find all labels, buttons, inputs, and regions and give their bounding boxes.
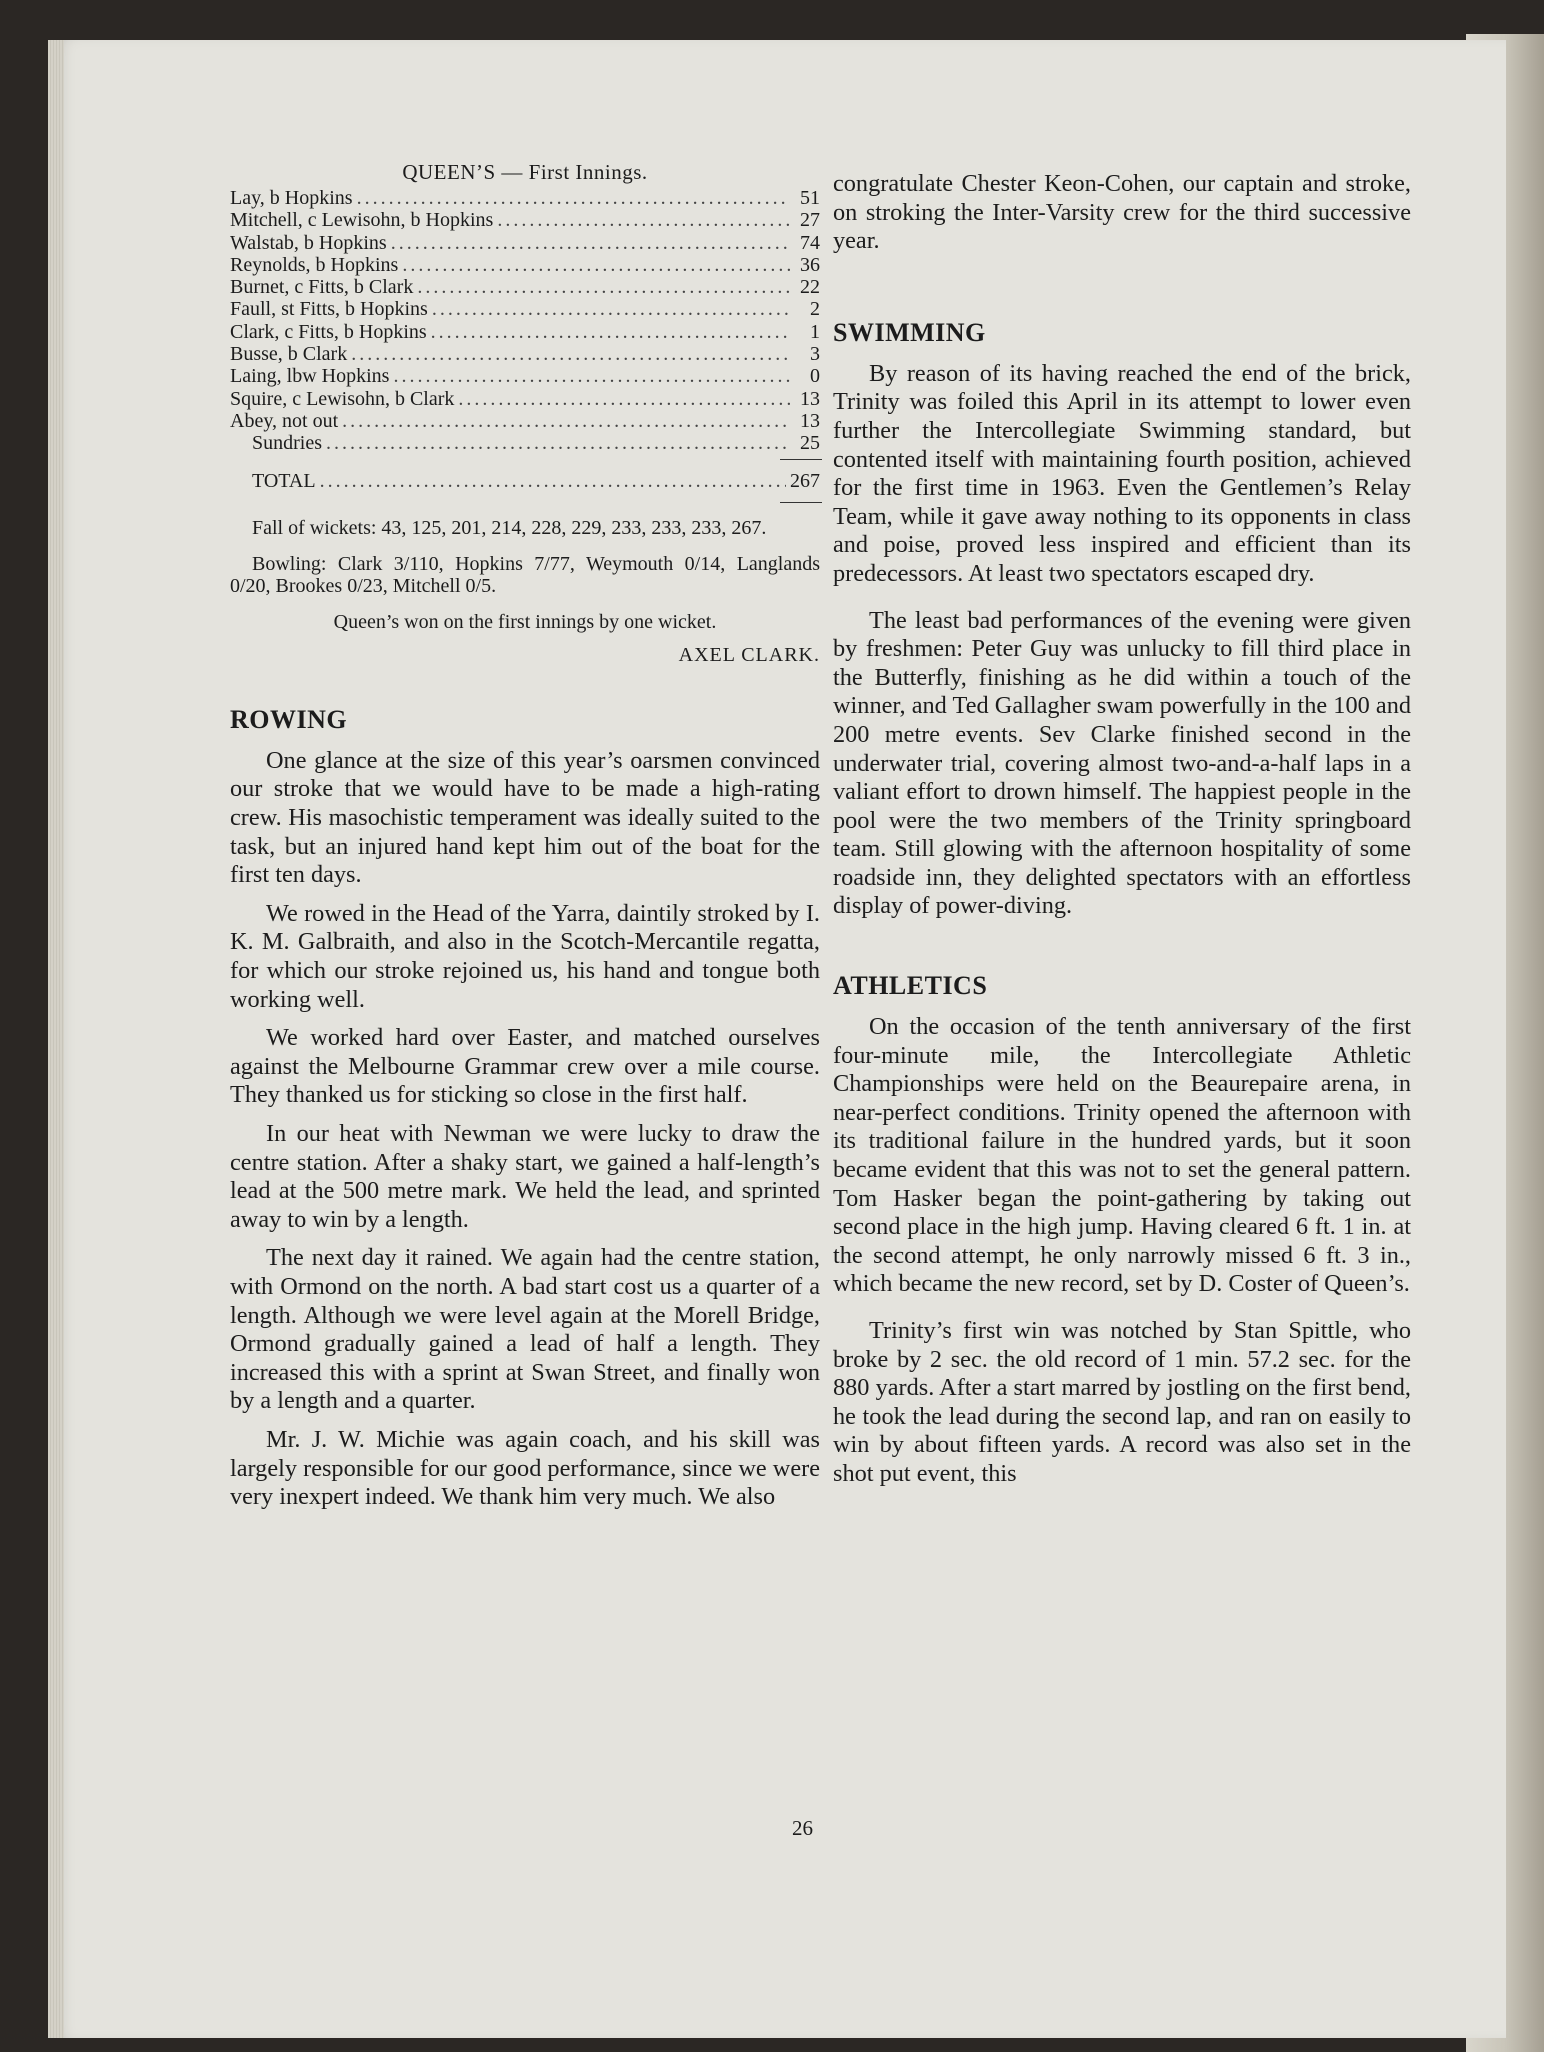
right-column (833, 170, 1411, 1499)
score-row: Laing, lbw Hopkins ..... 0 (230, 365, 820, 387)
section-heading-swimming: SWIMMING (833, 317, 986, 347)
match-result: Queen’s won on the first innings by one wicket. (333, 610, 717, 633)
score-row: Busse, b Clark ..... 3 (230, 343, 820, 365)
page-edge (48, 40, 64, 2038)
score-total-row: TOTAL ..... 267 (230, 464, 820, 498)
paragraph: In our heat with Newman we were lucky to draw the centre station. After a shaky start, we gained a half-length’s lead at the 500 metre mark. We held the lead, and sprinted away to win by a length. (230, 1119, 820, 1233)
score-row: Walstab, b Hopkins ..... 74 (230, 232, 820, 254)
author-signature: AXEL CLARK. (678, 643, 820, 666)
fall-of-wickets: Fall of wickets: 43, 125, 201, 214, 228, 229, 233, 233, 233, 267. (252, 516, 767, 539)
paragraph: One glance at the size of this year’s oarsmen convinced our stroke that we would have to be made a high-rating crew. His masochistic temperament was ideally suited to the task, but an injured hand kept him out of the boat for the first ten days. (230, 746, 820, 889)
paragraph: The next day it rained. We again had the centre station, with Ormond on the north. A bad start cost us a quarter of a length. Although we were level again at the Morell Bridge, Ormond gradually gained a lead of half a length. They increased this with a sprint at Swan Street, and finally won by a length and a quarter. (230, 1244, 820, 1415)
total-rule-top (780, 459, 822, 460)
paragraph: We rowed in the Head of the Yarra, daintily stroked by I. K. M. Galbraith, and also in the Scotch-Mercantile regatta, for which our stroke rejoined us, his hand and tongue both working well. (230, 899, 820, 1013)
page-number: 26 (792, 1816, 813, 1840)
paragraph: On the occasion of the tenth anniversary of the first four-minute mile, the Intercollegiate Athletic Championships were held on the Beaurepaire arena, in near-perfect conditions. Trinity opened the afternoon with its traditional failure in the hundred yards, but it soon became evident that this was not to set the general pattern. Tom Hasker began the point-gathering by taking out second place in the high jump. Having cleared 6 ft. 1 in. at the second attempt, he only narrowly missed 6 ft. 3 in., which became the new record, set by D. Coster of Queen’s. (833, 1013, 1411, 1298)
score-row: Squire, c Lewisohn, b Clark ..... 13 (230, 388, 820, 410)
paragraph: The least bad performances of the evening were given by freshmen: Peter Guy was unlucky to fill third place in the Butterfly, finishing as he did within a touch of the winner, and Ted Gallagher swam powerfully in the 100 and 200 metre events. Sev Clarke finished second in the underwater trial, covering almost two-and-a-half laps in a valiant effort to drown himself. The happiest people in the pool were the two members of the Trinity springboard team. Still glowing with the afternoon hospitality of some roadside inn, they delighted spectators with an effortless display of power-diving. (833, 606, 1411, 920)
score-row: Mitchell, c Lewisohn, b Hopkins ..... 27 (230, 209, 820, 231)
bowling-figures: Bowling: Clark 3/110, Hopkins 7/77, Weymouth 0/14, Langlands 0/20, Brookes 0/23, Mitchell 0/5. (230, 552, 820, 597)
paragraph: Mr. J. W. Michie was again coach, and his skill was largely responsible for our good performance, since we were very inexpert indeed. We thank him very much. We also (230, 1425, 820, 1511)
paragraph: We worked hard over Easter, and matched ourselves against the Melbourne Grammar crew over a mile course. They thanked us for sticking so close in the first half. (230, 1024, 820, 1109)
paragraph: Trinity’s first win was notched by Stan Spittle, who broke by 2 sec. the old record of 1 min. 57.2 sec. for the 880 yards. After a start marred by jostling on the first bend, he took the lead during the second lap, and ran on easily to win by about fifteen yards. A record was also set in the shot put event, this (833, 1317, 1411, 1487)
score-row: Lay, b Hopkins ..... 51 (230, 187, 820, 209)
paragraph-continued: congratulate Chester Keon-Cohen, our captain and stroke, on stroking the Inter-Varsity crew for the third successive year. (833, 170, 1411, 255)
score-row: Burnet, c Fitts, b Clark ..... 22 (230, 276, 820, 298)
scorecard-table (230, 187, 820, 503)
score-row: Faull, st Fitts, b Hopkins ..... 2 (230, 298, 820, 320)
total-rule-bottom (780, 502, 822, 503)
score-row: Reynolds, b Hopkins ..... 36 (230, 254, 820, 276)
score-row: Clark, c Fitts, b Hopkins ..... 1 (230, 321, 820, 343)
paragraph: By reason of its having reached the end of the brick, Trinity was foiled this April in its attempt to lower even further the Intercollegiate Swimming standard, but contented itself with maintaining fourth position, achieved for the first time in 1963. Even the Gentlemen’s Relay Team, while it gave away nothing to its opponents in class and poise, proved less inspired and efficient than its predecessors. At least two spectators escaped dry. (833, 359, 1411, 587)
score-row-sundries: Sundries ..... 25 (230, 432, 820, 454)
score-row: Abey, not out ..... 13 (230, 410, 820, 432)
section-heading-rowing: ROWING (230, 704, 348, 734)
scorecard-title: QUEEN’S — First Innings. (402, 160, 648, 184)
section-heading-athletics: ATHLETICS (833, 971, 988, 1001)
left-column (230, 160, 820, 1522)
